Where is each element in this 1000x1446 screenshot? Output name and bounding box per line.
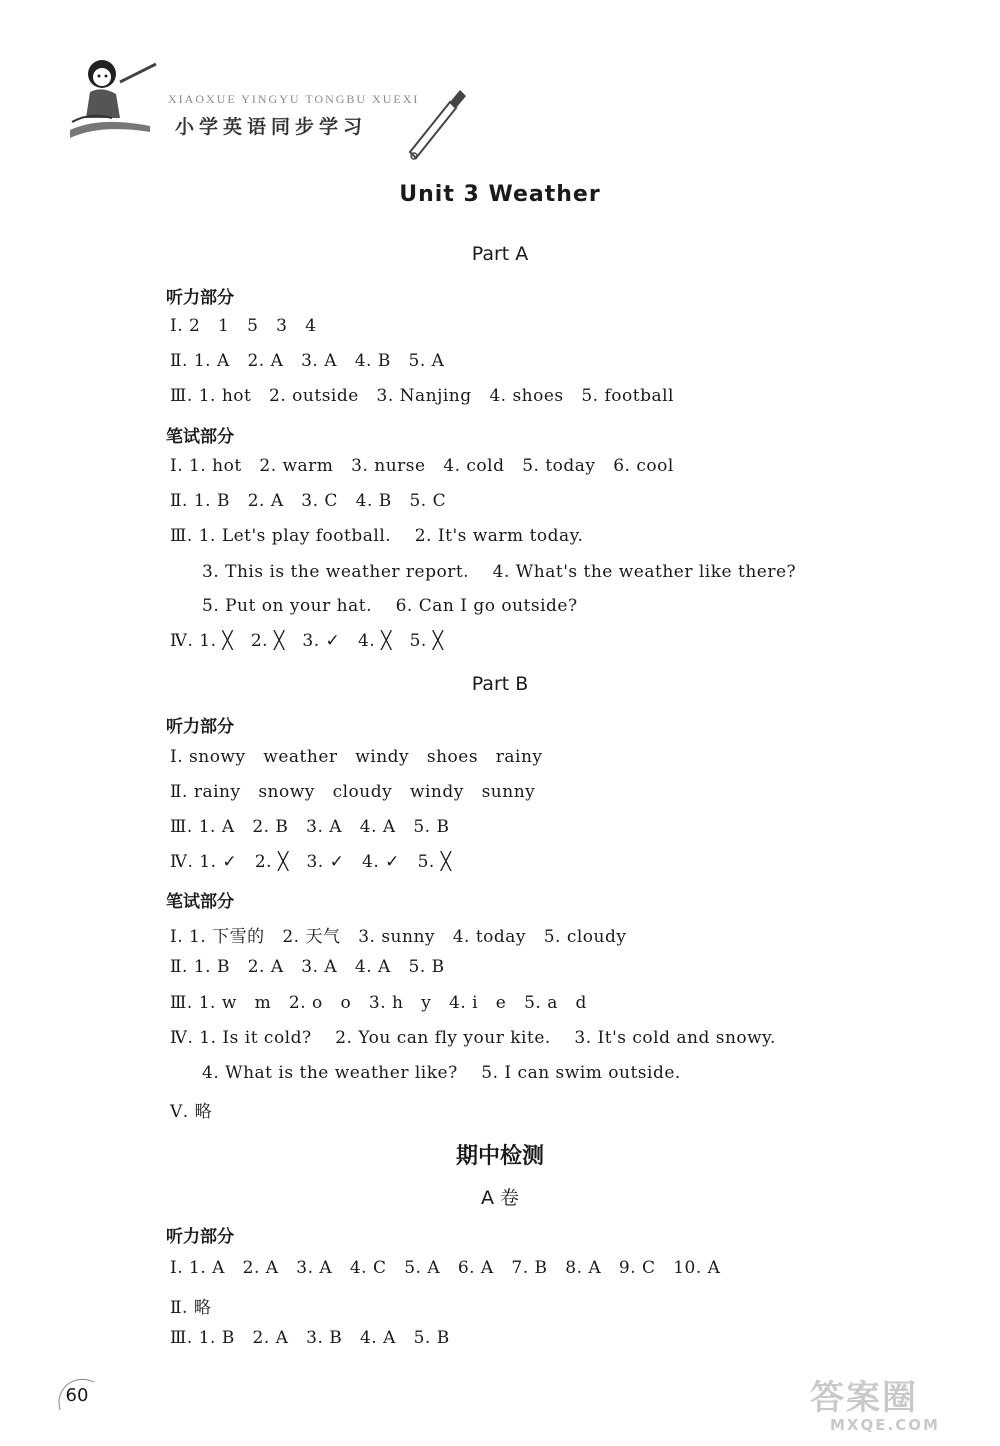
unit-title: Unit 3 Weather	[399, 182, 601, 207]
header-title: 小学英语同步学习	[175, 116, 368, 138]
answer-line: 4. What is the weather like? 5. I can swim outside.	[202, 1063, 681, 1083]
part-a-written-label: 笔试部分	[166, 427, 234, 447]
answer-line: Ⅰ. 1. hot 2. warm 3. nurse 4. cold 5. today 6. cool	[170, 456, 674, 476]
midterm-listening-label: 听力部分	[166, 1227, 234, 1247]
answer-line: Ⅳ. 1. Is it cold? 2. You can fly your kite. 3. It's cold and snowy.	[170, 1028, 776, 1048]
answer-line: Ⅲ. 1. w m 2. o o 3. h y 4. i e 5. a d	[170, 993, 587, 1013]
answer-line: Ⅰ. 2 1 5 3 4	[170, 316, 317, 336]
answer-line: Ⅳ. 1. ╳ 2. ╳ 3. ✓ 4. ╳ 5. ╳	[170, 631, 444, 651]
page-number	[54, 1376, 100, 1416]
answer-line: Ⅲ. 1. Let's play football. 2. It's warm today.	[170, 526, 584, 546]
answer-line: Ⅱ. 1. B 2. A 3. C 4. B 5. C	[170, 491, 447, 511]
answer-line: 3. This is the weather report. 4. What's the weather like there?	[202, 562, 797, 582]
answer-line: Ⅱ. 1. A 2. A 3. A 4. B 5. A	[170, 351, 445, 371]
answer-line: Ⅲ. 1. hot 2. outside 3. Nanjing 4. shoes 5. football	[170, 386, 674, 406]
book-header	[60, 52, 460, 152]
answer-line: Ⅳ. 1. ✓ 2. ╳ 3. ✓ 4. ✓ 5. ╳	[170, 852, 452, 872]
answer-line: Ⅴ. 略	[170, 1102, 213, 1122]
part-b-listening-label: 听力部分	[166, 717, 234, 737]
answer-line: Ⅲ. 1. A 2. B 3. A 4. A 5. B	[170, 817, 450, 837]
answer-line: Ⅱ. 略	[170, 1298, 212, 1318]
leaf-frame-icon	[54, 1376, 100, 1416]
answer-line: Ⅱ. 1. B 2. A 3. A 4. A 5. B	[170, 957, 445, 977]
answer-line: 5. Put on your hat. 6. Can I go outside?	[202, 596, 578, 616]
pen-icon	[400, 82, 470, 162]
answer-line: Ⅰ. snowy weather windy shoes rainy	[170, 747, 543, 767]
answer-line: Ⅱ. rainy snowy cloudy windy sunny	[170, 782, 536, 802]
child-reading-icon	[60, 52, 170, 142]
watermark-url: MXQE.COM	[830, 1416, 940, 1434]
answer-line: Ⅲ. 1. B 2. A 3. B 4. A 5. B	[170, 1328, 450, 1348]
part-a-listening-label: 听力部分	[166, 288, 234, 308]
answer-line: Ⅰ. 1. 下雪的 2. 天气 3. sunny 4. today 5. cloudy	[170, 927, 627, 947]
header-pinyin: XIAOXUE YINGYU TONGBU XUEXI	[168, 92, 420, 106]
page-number-text: 60	[65, 1385, 89, 1406]
part-a-title: Part A	[471, 243, 529, 265]
paper-a-title: A 卷	[480, 1187, 520, 1209]
watermark	[800, 1370, 990, 1440]
part-b-written-label: 笔试部分	[166, 892, 234, 912]
answer-line: Ⅰ. 1. A 2. A 3. A 4. C 5. A 6. A 7. B 8. A 9. C 10. A	[170, 1258, 721, 1278]
part-b-title: Part B	[471, 673, 529, 695]
watermark-main: 答案圈	[810, 1378, 918, 1418]
midterm-title: 期中检测	[455, 1144, 544, 1169]
